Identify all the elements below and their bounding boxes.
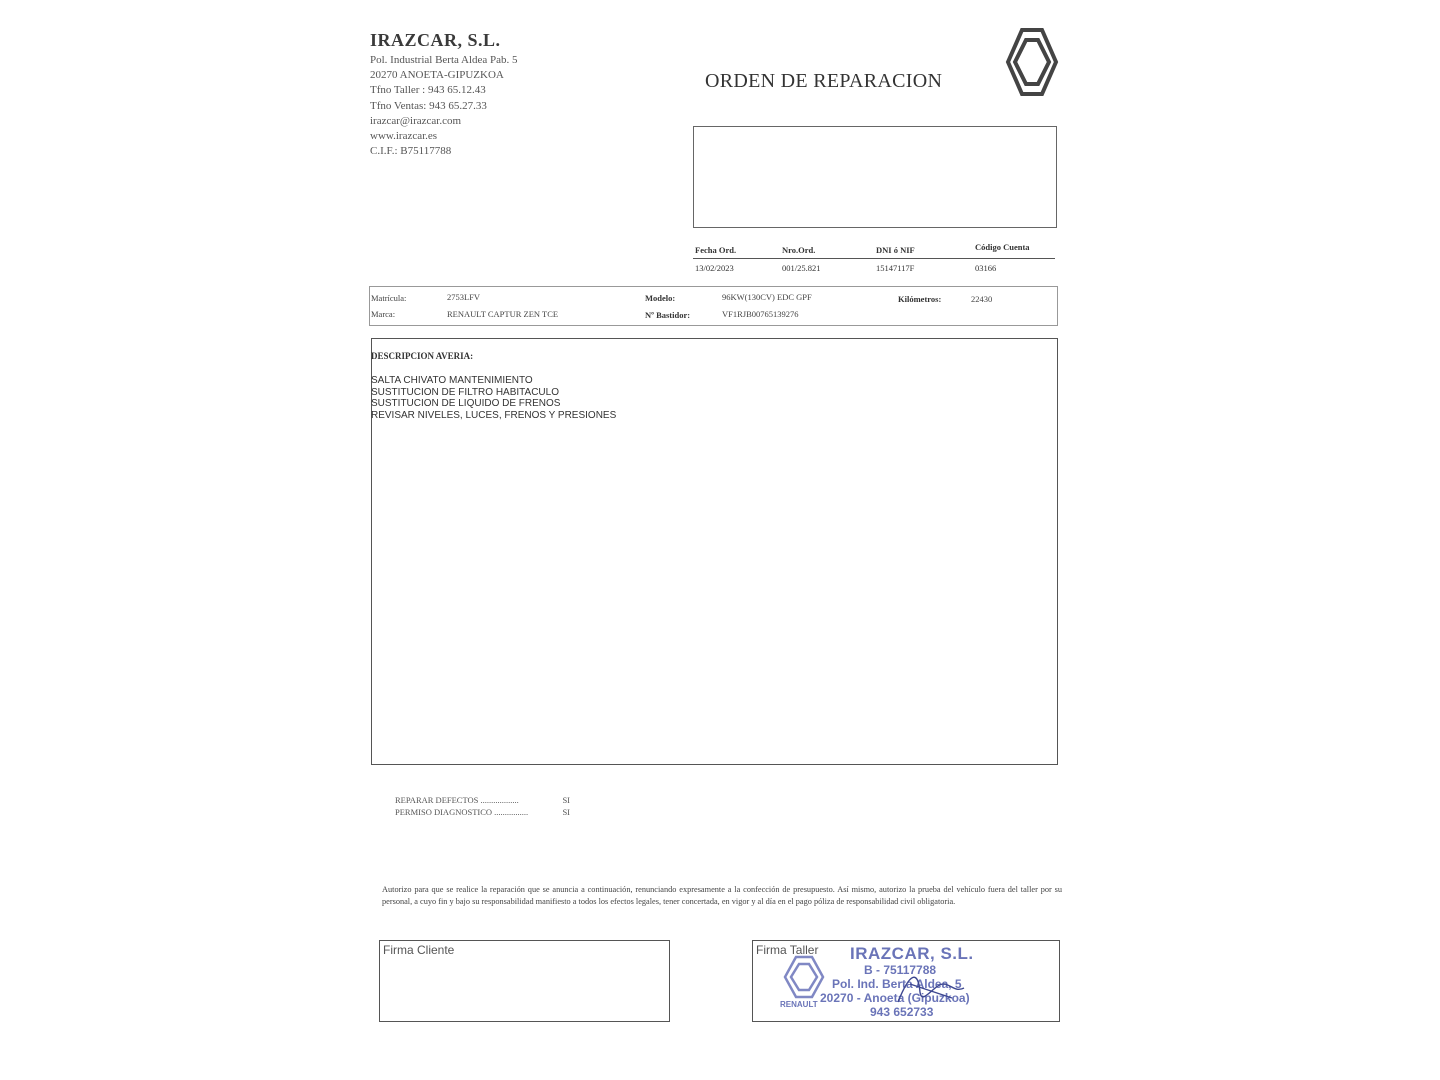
document-title: ORDEN DE REPARACION: [705, 70, 943, 92]
order-number-label: Nro.Ord.: [782, 245, 816, 255]
shop-signature-label: Firma Taller: [756, 943, 819, 957]
fault-line: REVISAR NIVELES, LUCES, FRENOS Y PRESIONES: [371, 409, 617, 421]
plate-label: Matrícula:: [371, 293, 407, 303]
order-number-value: 001/25.821: [782, 263, 821, 273]
company-email: irazcar@irazcar.com: [370, 114, 462, 127]
company-address-line: Pol. Industrial Berta Aldea Pab. 5: [370, 54, 518, 66]
company-info: [370, 30, 670, 159]
company-name: IRAZCAR, S.L.: [370, 30, 501, 50]
company-phone-sales: Tfno Ventas: 943 65.27.33: [370, 99, 487, 112]
account-code-label: Código Cuenta: [975, 242, 1030, 252]
company-website: www.irazcar.es: [370, 130, 438, 143]
account-code-value: 03166: [975, 263, 997, 273]
dni-nif-value: 15147117F: [876, 263, 915, 273]
option-value: SI: [562, 795, 570, 805]
fault-line: SUSTITUCION DE FILTRO HABITACULO: [371, 386, 559, 398]
meta-divider: [693, 258, 1055, 259]
order-date-value: 13/02/2023: [695, 263, 734, 273]
option-label: REPARAR DEFECTOS ..................: [395, 795, 519, 805]
plate-value: 2753LFV: [447, 292, 481, 302]
model-value: 96KW(130CV) EDC GPF: [722, 292, 812, 302]
model-label: Modelo:: [645, 293, 676, 303]
km-value: 22430: [971, 294, 993, 304]
brand-label: Marca:: [371, 309, 396, 319]
company-phone-workshop: Tfno Taller : 943 65.12.43: [370, 84, 486, 97]
company-address-line: 20270 ANOETA-GIPUZKOA: [370, 69, 504, 82]
stamp-phone: 943 652733: [870, 1005, 934, 1019]
km-label: Kilómetros:: [898, 294, 942, 304]
fault-description-lines: [371, 375, 616, 421]
legal-authorization-text: Autorizo para que se realice la reparación que se anuncia a continuación, renunciando expresamente a la confección de presupuesto. Así mismo, autorizo la prueba del vehículo fuera del taller por su personal, a cuyo fin y bajo su responsabilidad manifiesto a todos los efectos legales, tener concertada, en vigor y al día en el pago póliza de responsabilidad civil obligatoria.: [382, 885, 1062, 906]
brand-value: RENAULT CAPTUR ZEN TCE: [447, 309, 559, 319]
option-value: SI: [562, 807, 570, 817]
dni-nif-label: DNI ó NIF: [876, 245, 915, 255]
option-label: PERMISO DIAGNOSTICO ................: [395, 807, 529, 817]
order-date-label: Fecha Ord.: [695, 245, 737, 255]
option-diagnostic-permission: [395, 806, 570, 818]
chassis-label: Nº Bastidor:: [645, 310, 691, 320]
fault-line: SUSTITUCION DE LIQUIDO DE FRENOS: [371, 398, 561, 410]
handwritten-signature-icon: [890, 962, 970, 1012]
stamp-address-line: 20270 - Anoeta (Gipuzkoa): [820, 991, 970, 1005]
company-stamp: [780, 942, 1040, 1022]
authorization-options: [395, 794, 570, 818]
client-signature-box: [379, 940, 670, 1022]
option-repair-defects: [395, 794, 570, 806]
fault-line: SALTA CHIVATO MANTENIMIENTO: [371, 375, 533, 386]
company-cif: C.I.F.: B75117788: [370, 145, 452, 158]
stamp-address-line: Pol. Ind. Berta Aldea, 5: [832, 977, 962, 991]
stamp-brand: RENAULT: [780, 1000, 818, 1009]
customer-address-box: [693, 126, 1057, 228]
stamp-company-name: IRAZCAR, S.L.: [850, 944, 974, 963]
client-signature-label: Firma Cliente: [383, 943, 455, 957]
fault-description-title: DESCRIPCION AVERIA:: [371, 351, 474, 361]
renault-logo-icon: [1004, 26, 1060, 98]
stamp-cif: B - 75117788: [864, 963, 937, 977]
chassis-value: VF1RJB00765139276: [722, 309, 799, 319]
